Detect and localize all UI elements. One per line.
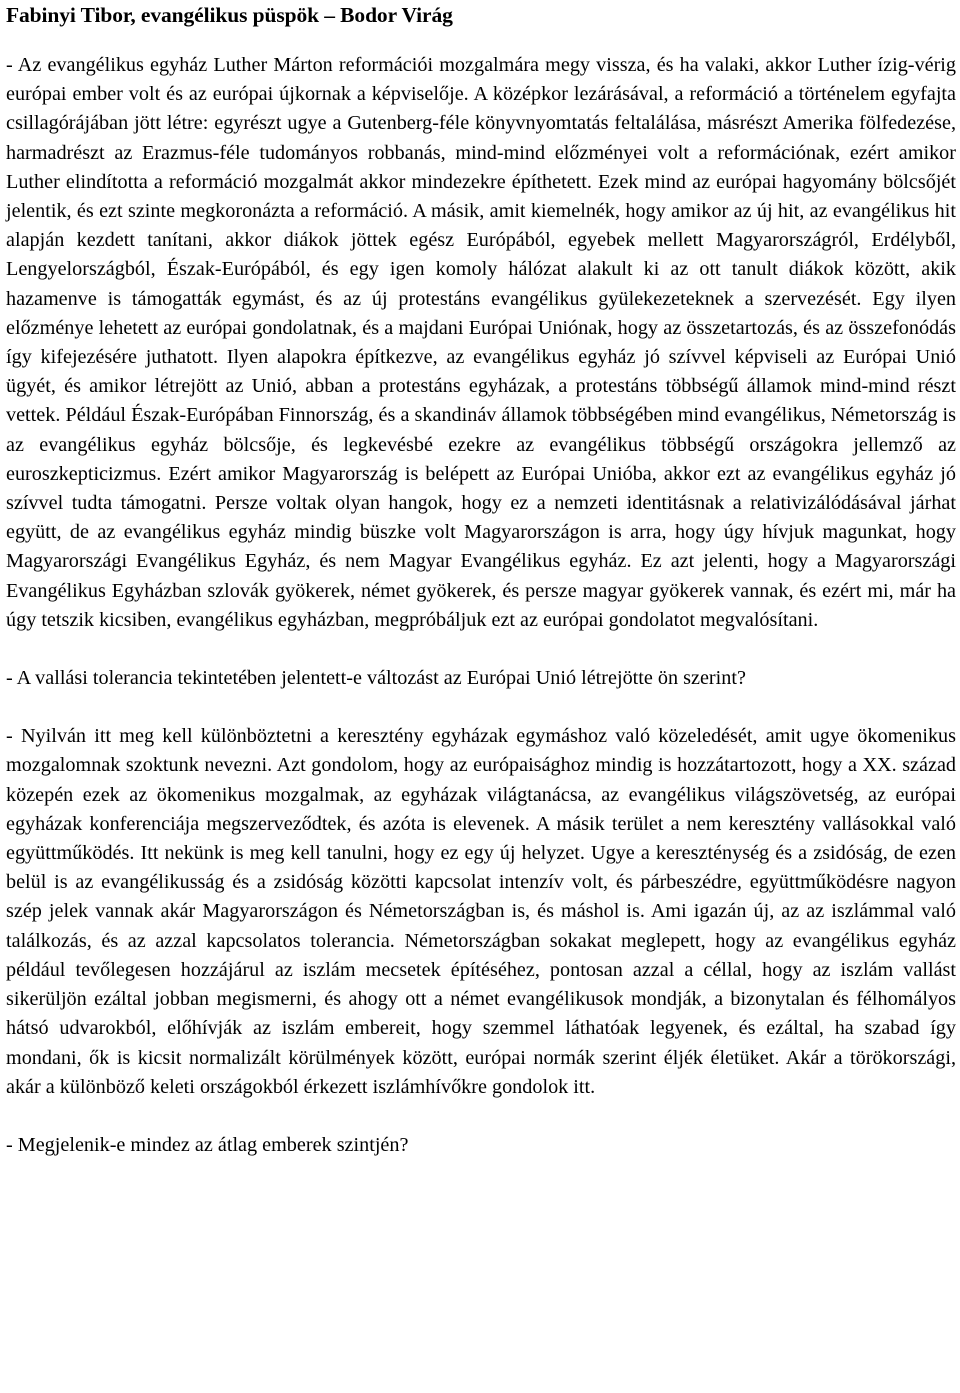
answer-paragraph-1: - Az evangélikus egyház Luther Márton reformációi mozgalmára megy vissza, és ha valaki, akkor Luther ízig-vérig európai ember volt és az európai újkornak a képviselője. A középkor lezárásával, a reformáció a történelem egyfajta csillagórájában jött létre: egyrészt ugye a Gutenberg-féle könyvnyomtatás feltalálása, másrészt Amerika fölfedezése, harmadrészt az Erazmus-féle tudományos robbanás, mind-mind előzményei volt a reformációnak, ezért amikor Luther elindította a reformáció mozgalmát akkor mindezekre építhetett. Ezek mind az európai hagyomány bölcsőjét jelentik, és ezt szinte megkoronázta a reformáció. A másik, amit kiemelnék, hogy amikor az új hit, az evangélikus hit alapján kezdett tanítani, akkor diákok jöttek egész Európából, egyebek mellett Magyarországról, Erdélyből, Lengyelországból, Észak-Európából, és egy igen komoly hálózat alakult ki az ott tanult diákok között, akik hazamenve is támogatták egymást, és az új protestáns evangélikus gyülekezeteknek a szervezését. Egy ilyen előzménye lehetett az európai gondolatnak, és a majdani Európai Uniónak, hogy az összetartozás, és az összefonódás így kifejezésére juthatott. Ilyen alapokra építkezve, az evangélikus egyház jó szívvel képviseli az Európai Unió ügyét, és amikor létrejött az Unió, abban a protestáns egyházak, a protestáns többségű államok mind-mind részt vettek. Például Észak-Európában Finnország, és a skandináv államok többségében mind evangélikus, Németország is az evangélikus egyház bölcsője, és legkevésbé ezekre az evangélikus többségű országokra jellemző az euroszkepticizmus. Ezért amikor Magyarország is belépett az Európai Unióba, akkor ezt az evangélikus egyház jó szívvel tudta támogatni. Persze voltak olyan hangok, hogy ez a nemzeti identitásnak a relativizálódásával járhat együtt, de az evangélikus egyház mindig büszke volt Magyarországon is arra, hogy úgy hívjuk magunkat, hogy Magyarországi Evangélikus Egyház, és nem Magyar Evangélikus egyház. Ez azt jelenti, hogy a Magyarországi Evangélikus Egyházban szlovák gyökerek, német gyökerek, és persze magyar gyökerek vannak, és ezért mi, már ha úgy tetszik kicsiben, evangélikus egyházban, megpróbáljuk ezt az európai gondolatot megvalósítani. bbox=[6, 54, 956, 631]
document-page bbox=[6, 0, 956, 1160]
answer-paragraph-2: - Nyilván itt meg kell különböztetni a keresztény egyházak egymáshoz való közeledését, amit ugye ökomenikus mozgalomnak szoktunk nevezni. Azt gondolom, hogy az európaisághoz mindig is hozzátartozott, hogy a XX. század közepén ezek az ökomenikus mozgalmak, az egyházak világtanácsa, az evangélikus világszövetség, az európai egyházak konferenciája megszerveződtek, és azóta is elevenek. A másik terület a nem keresztény vallásokkal való együttműködés. Itt nekünk is meg kell tanulni, hogy ez egy új helyzet. Ugye a kereszténység és a zsidóság, de ezen belül is az evangélikusság és a zsidóság közötti kapcsolat intenzív volt, és párbeszédre, együttműködésre nagyon szép jelek vannak akár Magyarországon és Németországban is, és máshol is. Ami igazán új, az az iszlámmal való találkozás, és az azzal kapcsolatos tolerancia. Németországban sokakat meglepett, hogy az evangélikus egyház például tevőlegesen hozzájárul az iszlám mecsetek építéséhez, pontosan azzal a céllal, hogy az iszlám vallást sikerüljön ezáltal jobban megismerni, és ahogy ott a német evangélikusok mondják, a bizonytalan és félhomályos hátsó udvarokból, előhívják az iszlám embereit, hogy szemmel láthatóak legyenek, és ezáltal, ha szabad így mondani, ők is kicsit normalizált körülmények között, európai normák szerint éljék életüket. Akár a törökországi, akár a különböző keleti országokból érkezett iszlámhívőkre gondolok itt. bbox=[6, 725, 956, 1098]
question-paragraph-1: - A vallási tolerancia tekintetében jelentett-e változást az Európai Unió létrejötte ön szerint? bbox=[6, 667, 746, 690]
page-title: Fabinyi Tibor, evangélikus püspök – Bodor Virág bbox=[6, 3, 453, 27]
question-paragraph-2: - Megjelenik-e mindez az átlag emberek szintjén? bbox=[6, 1133, 409, 1156]
